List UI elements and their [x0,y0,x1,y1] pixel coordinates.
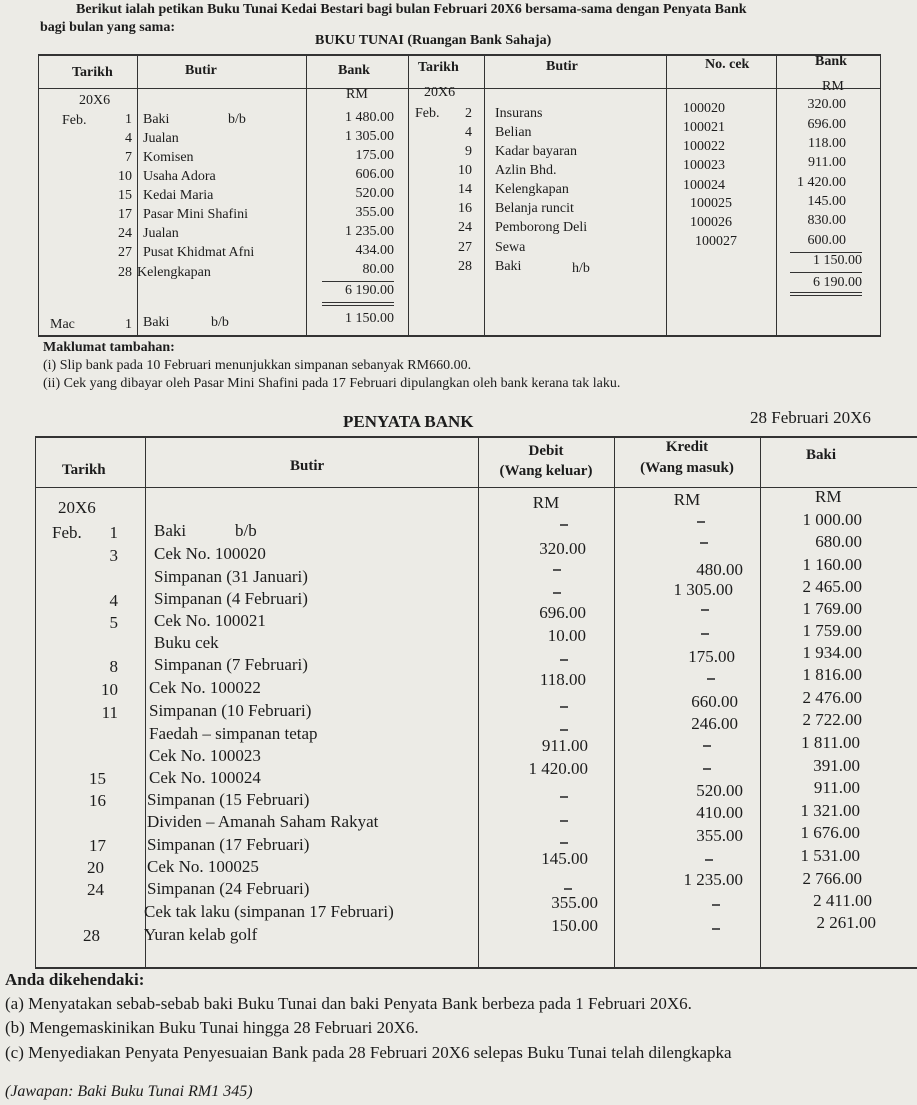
question-b: (b) Mengemaskinikan Buku Tunai hingga 28 Februari 20X6. [5,1018,419,1037]
cb-unit: RM [346,87,368,102]
bs-credit-dash [707,678,715,680]
cash-book-title: BUKU TUNAI (Ruangan Bank Sahaja) [315,33,552,48]
bs-credit: 1 305.00 [673,580,733,599]
bs-balance: 1 321.00 [800,801,860,820]
cb-credit-day: 2 [465,106,472,121]
cb-month-feb-2: Feb. [415,106,440,121]
intro-line-2: bagi bulan yang sama: [40,20,175,35]
bs-balance: 1 769.00 [802,599,862,618]
bs-credit: 355.00 [696,826,743,845]
bs-debit-dash [560,729,568,731]
double-underline [322,305,394,306]
cb-credit-cheque: 100027 [695,234,737,249]
bs-details: Cek No. 100025 [147,857,259,876]
cb-debit-day: 15 [118,188,132,203]
cb-debit-details: Kedai Maria [143,188,214,203]
extra-info-item-1: (i) Slip bank pada 10 Februari menunjukkan simpanan sebanyak RM660.00. [43,358,472,373]
cb-credit-total: 6 190.00 [813,275,862,290]
bs-header-debit-sub: (Wang keluar) [499,463,593,479]
cb-mac-amount: 1 150.00 [345,311,394,326]
bs-header-date: Tarikh [62,462,106,478]
cb-debit-amount: 355.00 [355,205,394,220]
bs-balance: 391.00 [813,756,860,775]
bs-debit: 1 420.00 [528,759,588,778]
bs-credit-dash [705,859,713,861]
cb-credit-day: 14 [458,182,472,197]
cb-debit-day: 28 [118,265,132,280]
bs-credit-dash [700,542,708,544]
question-c: (c) Menyediakan Penyata Penyesuaian Bank pada 28 Februari 20X6 selepas Buku Tunai telah dilengkapka [5,1043,732,1062]
cb-credit-note: h/b [572,261,590,276]
cb-debit-total: 6 190.00 [345,283,394,298]
cb-unit-2: RM [822,79,844,94]
cb-credit-details: Kadar bayaran [495,144,578,159]
bs-day: 15 [89,769,106,788]
rule [35,487,917,488]
bs-debit-dash [560,706,568,708]
underline [790,252,862,253]
cb-debit-day: 10 [118,169,132,184]
bs-debit: 118.00 [539,670,586,689]
cb-credit-day: 9 [465,144,472,159]
cb-debit-details: Jualan [143,131,179,146]
bs-balance: 1 000.00 [802,510,862,529]
cb-credit-cheque: 100022 [683,139,725,154]
cb-debit-day: 24 [118,226,132,241]
bs-balance: 1 531.00 [800,846,860,865]
rule [38,88,881,89]
bs-credit-dash [701,633,709,635]
bank-statement-date: 28 Februari 20X6 [750,408,871,427]
cb-header-details2: Butir [546,59,578,74]
bs-note: b/b [235,521,257,540]
cb-month-mac: Mac [50,317,75,332]
double-underline [790,292,862,293]
bs-debit-dash [560,796,568,798]
cb-header-bank2: Bank [815,54,847,69]
cb-year: 20X6 [79,93,111,108]
cb-mac-day: 1 [125,317,132,332]
bs-details: Dividen – Amanah Saham Rakyat [147,812,379,831]
bs-debit-dash [564,888,572,890]
bs-debit-dash [560,524,568,526]
bs-header-details: Butir [290,458,325,474]
bs-debit: 911.00 [541,736,588,755]
cb-credit-details: Kelengkapan [495,182,569,197]
bs-balance: 1 934.00 [802,643,862,662]
bs-debit-dash [553,569,561,571]
bs-debit-dash [553,592,561,594]
bs-credit: 660.00 [691,692,738,711]
bs-month: Feb. [52,523,82,542]
bs-details: Simpanan (7 Februari) [154,655,308,674]
rule [137,54,138,336]
rule [38,54,881,56]
cb-header-details: Butir [185,63,217,78]
bs-year: 20X6 [58,498,96,517]
bs-day: 17 [89,836,106,855]
bs-day: 8 [109,657,118,676]
bs-balance: 2 476.00 [802,688,862,707]
bs-debit: 696.00 [539,603,586,622]
bs-balance: 2 766.00 [802,869,862,888]
cb-credit-details: Belian [495,125,532,140]
cb-credit-details: Baki [495,259,522,274]
bs-details: Simpanan (15 Februari) [147,790,310,809]
bs-balance: 1 160.00 [802,555,862,574]
cb-credit-details: Belanja runcit [495,201,574,216]
bs-balance: 911.00 [813,778,860,797]
bs-credit-dash [712,928,720,930]
bs-credit: 480.00 [696,560,743,579]
cb-credit-amount: 1 420.00 [797,175,846,190]
cb-header-cheque: No. cek [705,57,750,72]
rule [38,335,881,337]
bs-debit-dash [560,842,568,844]
cb-credit-details: Pemborong Deli [495,220,588,235]
cb-credit-amount: 911.00 [808,155,846,170]
bs-day: 1 [109,523,118,542]
rule [880,54,881,336]
cb-debit-day: 27 [118,245,132,260]
bs-day: 16 [89,791,106,810]
cb-debit-day: 7 [125,150,132,165]
cb-credit-amount: 1 150.00 [813,253,862,268]
cb-mac-details: Baki [143,315,170,330]
rule [38,54,39,336]
bs-balance: 1 759.00 [802,621,862,640]
bs-day: 3 [109,546,118,565]
cb-debit-note: b/b [228,112,246,127]
rule [478,436,479,968]
bs-header-credit-sub: (Wang masuk) [640,460,734,476]
cb-header-date: Tarikh [72,65,113,80]
cb-mac-note: b/b [211,315,229,330]
cb-credit-day: 10 [458,163,472,178]
bs-details: Cek No. 100022 [149,678,261,697]
bs-unit-credit: RM [673,490,701,509]
cb-debit-amount: 606.00 [355,167,394,182]
cb-debit-details: Komisen [143,150,194,165]
bs-credit-dash [703,768,711,770]
bs-credit-dash [697,521,705,523]
cb-year-2: 20X6 [424,85,456,100]
cb-header-bank: Bank [338,63,370,78]
cb-credit-day: 28 [458,259,472,274]
extra-info-title: Maklumat tambahan: [43,340,175,355]
answer-hint: (Jawapan: Baki Buku Tunai RM1 345) [5,1083,253,1100]
underline [790,272,862,273]
cb-credit-cheque: 100024 [683,178,725,193]
bs-day: 20 [87,858,104,877]
bs-day: 10 [101,680,118,699]
bs-header-debit: Debit [528,443,564,459]
cb-credit-cheque: 100025 [690,196,732,211]
questions-title: Anda dikehendaki: [5,970,145,989]
bs-credit: 410.00 [696,803,743,822]
bs-details: Cek tak laku (simpanan 17 Februari) [144,902,394,921]
bs-details: Baki [154,521,187,540]
bs-details: Buku cek [154,633,219,652]
cb-credit-cheque: 100026 [690,215,732,230]
bs-credit: 1 235.00 [683,870,743,889]
cb-debit-details: Baki [143,112,170,127]
cb-credit-details: Azlin Bhd. [495,163,557,178]
cb-credit-day: 24 [458,220,472,235]
extra-info-item-2: (ii) Cek yang dibayar oleh Pasar Mini Shafini pada 17 Februari dipulangkan oleh bank kerana tak laku. [43,376,621,391]
bs-balance: 2 411.00 [813,891,872,910]
bs-balance: 2 722.00 [802,710,862,729]
cb-debit-amount: 520.00 [355,186,394,201]
rule [484,54,485,336]
cb-debit-details: Pusat Khidmat Afni [143,245,255,260]
bs-debit: 355.00 [551,893,598,912]
cb-credit-cheque: 100021 [683,120,725,135]
bs-details: Simpanan (10 Februari) [149,701,312,720]
bs-details: Yuran kelab golf [144,925,258,944]
bs-unit-debit: RM [532,493,560,512]
cb-debit-amount: 175.00 [355,148,394,163]
bs-balance: 1 816.00 [802,665,862,684]
bs-debit-dash [560,820,568,822]
cb-credit-day: 27 [458,240,472,255]
cb-debit-day: 1 [125,112,132,127]
cb-debit-amount: 1 480.00 [345,110,394,125]
bs-debit: 320.00 [539,539,586,558]
cb-credit-details: Sewa [495,240,526,255]
rule [145,436,146,968]
bs-day: 4 [109,591,118,610]
double-underline [790,295,862,296]
rule [35,436,917,438]
bs-debit-dash [560,659,568,661]
bs-details: Cek No. 100023 [149,746,261,765]
bs-credit-dash [712,904,720,906]
question-a: (a) Menyatakan sebab-sebab baki Buku Tunai dan baki Penyata Bank berbeza pada 1 Februari 20X6. [5,994,692,1013]
cb-credit-details: Insurans [495,106,543,121]
cb-debit-amount: 80.00 [362,262,394,277]
bs-day: 5 [109,613,118,632]
bs-credit-dash [701,609,709,611]
cb-credit-amount: 600.00 [807,233,846,248]
cb-credit-cheque: 100023 [683,158,725,173]
bs-details: Simpanan (24 Februari) [147,879,310,898]
bs-balance: 1 676.00 [800,823,860,842]
bs-balance: 2 465.00 [802,577,862,596]
bs-balance: 2 261.00 [816,913,876,932]
bs-debit: 150.00 [551,916,598,935]
cb-debit-details: Pasar Mini Shafini [143,207,248,222]
bs-credit-dash [703,745,711,747]
bs-day: 11 [101,703,118,722]
bs-debit: 145.00 [541,849,588,868]
bs-details: Simpanan (31 Januari) [154,567,308,586]
rule [408,54,409,336]
rule [614,436,615,968]
rule [666,54,667,336]
bs-credit: 246.00 [691,714,738,733]
cb-credit-amount: 696.00 [807,117,846,132]
rule [35,436,36,968]
cb-credit-day: 4 [465,125,472,140]
bs-details: Cek No. 100024 [149,768,261,787]
intro-line-1: Berikut ialah petikan Buku Tunai Kedai Bestari bagi bulan Februari 20X6 bersama-sama dengan Penyata Bank [76,2,747,17]
bs-balance: 1 811.00 [801,733,860,752]
underline [322,281,394,282]
cb-debit-amount: 434.00 [355,243,394,258]
bs-details: Simpanan (4 Februari) [154,589,308,608]
bs-day: 24 [87,880,104,899]
cb-debit-details: Jualan [143,226,179,241]
cb-debit-amount: 1 305.00 [345,129,394,144]
cb-month-feb: Feb. [62,113,87,128]
cb-header-date2: Tarikh [418,60,459,75]
cb-debit-amount: 1 235.00 [345,224,394,239]
bs-details: Simpanan (17 Februari) [147,835,310,854]
cb-debit-details: Usaha Adora [143,169,216,184]
bs-header-credit: Kredit [665,439,709,455]
bank-statement-title: PENYATA BANK [343,412,474,431]
bs-details: Cek No. 100021 [154,611,266,630]
rule [35,967,917,969]
cb-debit-day: 17 [118,207,132,222]
bs-details: Faedah – simpanan tetap [149,724,318,743]
double-underline [322,302,394,303]
cb-credit-amount: 145.00 [807,194,846,209]
cb-debit-details: Kelengkapan [137,265,211,280]
bs-balance: 680.00 [815,532,862,551]
cb-credit-amount: 830.00 [807,213,846,228]
cb-credit-amount: 118.00 [808,136,846,151]
bs-credit: 520.00 [696,781,743,800]
bs-unit-balance: RM [815,487,842,506]
bs-credit: 175.00 [688,647,735,666]
bs-header-balance: Baki [806,447,837,463]
cb-debit-day: 4 [125,131,132,146]
cb-credit-day: 16 [458,201,472,216]
bs-details: Cek No. 100020 [154,544,266,563]
cb-credit-cheque: 100020 [683,101,725,116]
bs-day: 28 [83,926,100,945]
cb-credit-amount: 320.00 [807,97,846,112]
bs-debit: 10.00 [547,626,586,645]
